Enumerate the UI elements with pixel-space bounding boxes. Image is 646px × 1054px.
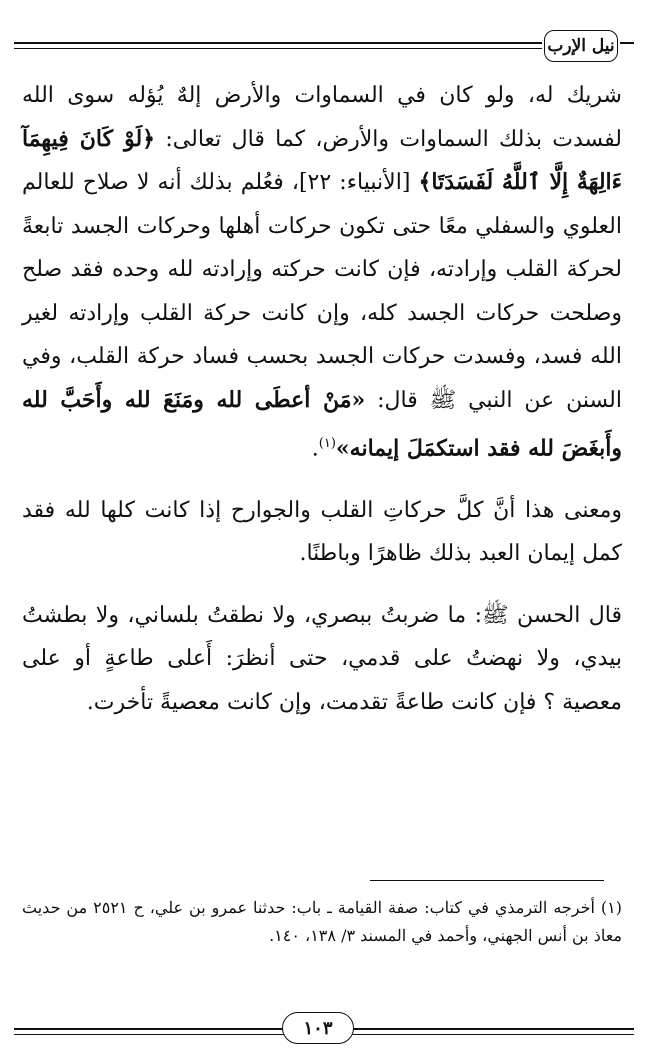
header-rule-thin (14, 48, 542, 49)
paragraph-1-middle: [الأنبياء: ٢٢]، فعُلم بذلك أنه لا صلاح للعالم العلوي والسفلي معًا حتى تكون حركات أهلها وحركات الجسد تابعةً لحركة القلب وإرادته، فإن كانت حركته وإرادته لله وحده فقد صلح وصلحت حركات الجسد كله، وإن كانت حركة القلب وإرادته لغير الله فسد، وفسدت حركات الجسد بحسب فساد حركة القلب، وفي السنن عن النبي ﷺ قال: (22, 170, 622, 413)
quran-verse: ﴿لَوْ كَانَ فِيهِمَآ ءَالِهَةٌ إِلَّا ٱللَّهُ لَفَسَدَتَا﴾ (22, 125, 622, 195)
main-text (22, 74, 622, 724)
running-header (14, 30, 634, 66)
paragraph-1-end: . (311, 436, 319, 462)
header-rule (14, 42, 542, 44)
footnote (22, 894, 622, 950)
hadith-quote: «مَنْ أعطَى لله ومَنَعَ لله وأَحَبَّ لله وأَبغَضَ لله فقد استكمَلَ إيمانه» (22, 386, 622, 462)
paragraph-1-start: شريك له، ولو كان في السماوات والأرض إلهٌ يُؤله سوى الله لفسدت بذلك السماوات والأرض، كما قال تعالى: (22, 83, 623, 152)
paragraph-2: ومعنى هذا أنَّ كلَّ حركاتِ القلب والجوارح إذا كانت كلها لله فقد كمل إيمان العبد بذلك ظاهرًا وباطنًا. (22, 497, 622, 567)
header-rule-cap (620, 42, 634, 44)
footnote-separator (370, 880, 604, 881)
book-title: نيل الإرب (544, 30, 618, 62)
page-number: ١٠٣ (282, 1012, 354, 1044)
paragraph-3: قال الحسن ﷺ: ما ضربتُ ببصري، ولا نطقتُ بلساني، ولا بطشتُ بيدي، ولا نهضتُ على قدمي، حتى أنظرَ: أَعلى طاعةٍ أو على معصية ؟ فإن كانت طاعةً تقدمت، وإن كانت معصيةً تأخرت. (22, 602, 622, 715)
footnote-reference: (١) (318, 436, 336, 451)
paragraph-1 (22, 74, 622, 471)
page-footer (14, 1010, 634, 1046)
footnote-text: (١) أخرجه الترمذي في كتاب: صفة القيامة ـ باب: حدثنا عمرو بن علي، ح ٢٥٢١ من حديث معاذ بن أنس الجهني، وأحمد في المسند ٣/ ١٣٨، ١٤٠. (22, 898, 622, 945)
